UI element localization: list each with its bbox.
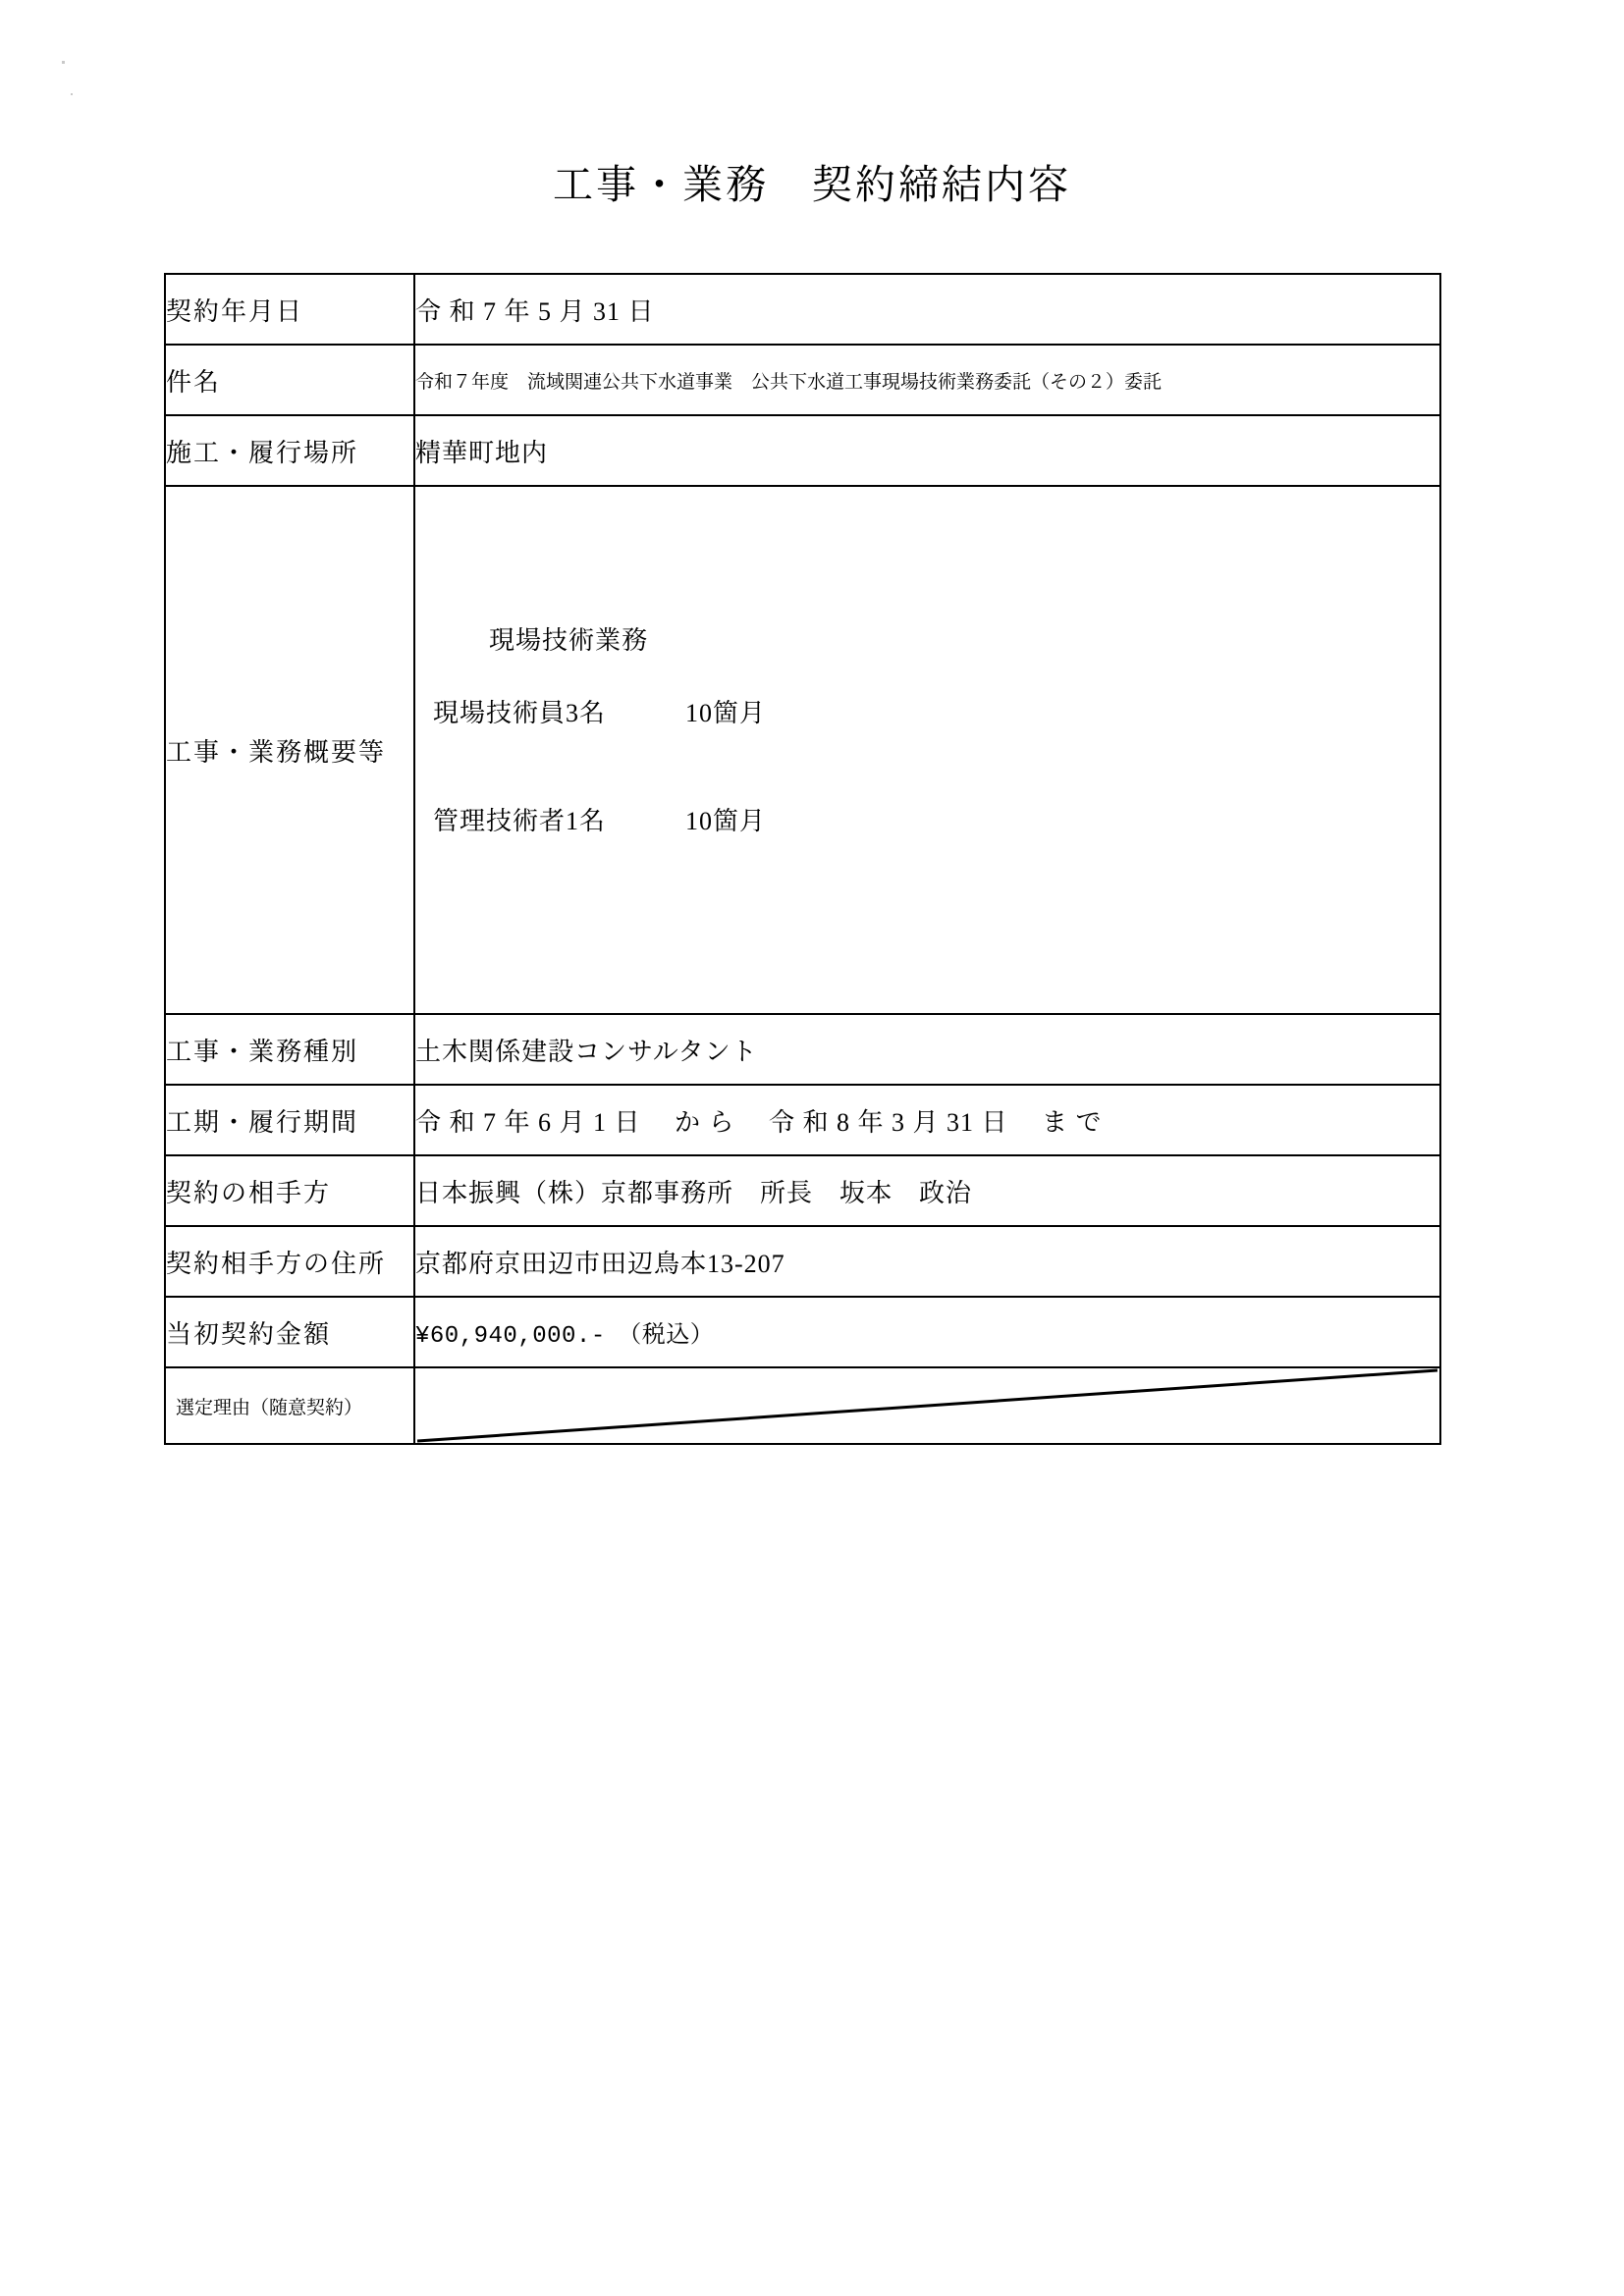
row-label-selection-reason: 選定理由（随意契約） [165, 1367, 414, 1444]
table-row [165, 1297, 1440, 1367]
row-value-project-name: 令和７年度 流域関連公共下水道事業 公共下水道工事現場技術業務委託（その２）委託 [414, 345, 1440, 415]
outline-line-2: 現場技術員3名 10箇月 [433, 698, 767, 727]
row-label-work-location: 施工・履行場所 [165, 415, 414, 486]
table-row [165, 415, 1440, 486]
row-value-initial-contract-amount: ¥60,940,000.- （税込） [414, 1297, 1440, 1367]
row-value-selection-reason [414, 1367, 1440, 1444]
page-title: 工事・業務 契約締結内容 [553, 162, 1071, 207]
row-value-counterparty: 日本振興（株）京都事務所 所長 坂本 政治 [414, 1155, 1440, 1226]
row-value-contract-date: 令 和 7 年 5 月 31 日 [414, 274, 1440, 345]
row-value-work-location: 精華町地内 [414, 415, 1440, 486]
row-label-work-period: 工期・履行期間 [165, 1085, 414, 1155]
table-row [165, 486, 1440, 1014]
row-label-project-name: 件名 [165, 345, 414, 415]
row-label-initial-contract-amount: 当初契約金額 [165, 1297, 414, 1367]
table-row [165, 1155, 1440, 1226]
outline-line-1: 現場技術業務 [489, 625, 649, 655]
table-row [165, 345, 1440, 415]
row-label-work-category: 工事・業務種別 [165, 1014, 414, 1085]
row-value-work-period: 令 和 7 年 6 月 1 日 か ら 令 和 8 年 3 月 31 日 ま で [414, 1085, 1440, 1155]
table-row [165, 1367, 1440, 1444]
contract-details-table [164, 273, 1441, 1445]
diagonal-strikethrough-icon [415, 1368, 1439, 1443]
row-value-work-outline [414, 486, 1440, 1014]
row-label-contract-date: 契約年月日 [165, 274, 414, 345]
table-row [165, 1014, 1440, 1085]
scan-speckle [71, 93, 73, 95]
row-value-counterparty-address: 京都府京田辺市田辺鳥本13-207 [414, 1226, 1440, 1297]
row-value-work-category: 土木関係建設コンサルタント [414, 1014, 1440, 1085]
outline-line-3: 管理技術者1名 10箇月 [433, 807, 767, 836]
table-row [165, 1226, 1440, 1297]
table-row [165, 274, 1440, 345]
row-label-work-outline: 工事・業務概要等 [165, 486, 414, 1014]
row-label-counterparty-address: 契約相手方の住所 [165, 1226, 414, 1297]
table-row [165, 1085, 1440, 1155]
row-label-counterparty: 契約の相手方 [165, 1155, 414, 1226]
scan-speckle [62, 61, 65, 64]
